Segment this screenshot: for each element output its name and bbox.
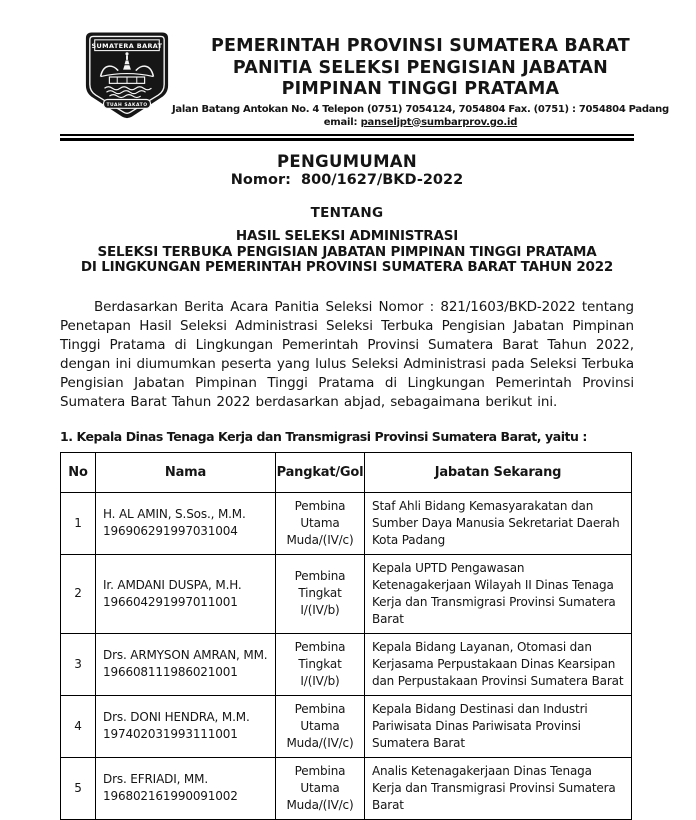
email-address-link[interactable]: panseljpt@sumbarprov.go.id — [360, 116, 518, 128]
candidate-name: Drs. DONI HENDRA, M.M. — [103, 710, 250, 724]
candidate-name: Drs. EFRIADI, MM. — [103, 772, 209, 786]
cell-rank: Pembina Utama Muda/(IV/c) — [276, 757, 365, 819]
col-header-jabatan: Jabatan Sekarang — [365, 452, 632, 492]
org-line-2: PANITIA SELEKSI PENGISIAN JABATAN — [232, 57, 608, 78]
table-row — [61, 695, 632, 757]
svg-text:SUMATERA BARAT: SUMATERA BARAT — [91, 42, 163, 51]
org-line-1: PEMERINTAH PROVINSI SUMATERA BARAT — [210, 36, 630, 56]
cell-rank: Pembina Tingkat I/(IV/b) — [276, 554, 365, 633]
table-row — [61, 492, 632, 554]
divider-thick-rule — [60, 138, 634, 142]
table-row — [61, 554, 632, 633]
opening-paragraph: Berdasarkan Berita Acara Panitia Seleksi Nomor : 821/1603/BKD-2022 tentang Penetapan Hasil Seleksi Administrasi Seleksi Terbuka Pengisian Jabatan Pimpinan Tinggi Pratama di Lingkungan Pemerintah Provinsi Sumatera Barat Tahun 2022, dengan ini diumumkan peserta yang lulus Seleksi Administrasi pada Seleksi Terbuka Pengisian Jabatan Pimpinan Tinggi Pratama di Lingkungan Pemerintah Provinsi Sumatera Barat Tahun 2022 berdasarkan abjad, sebagaimana berikut ini. — [60, 298, 634, 410]
document-number: Nomor: 800/1627/BKD-2022 — [230, 172, 464, 188]
sumatera-barat-seal-logo — [82, 30, 172, 128]
candidate-nip: 196906291997031004 — [103, 524, 238, 538]
cell-current-position: Kepala Bidang Destinasi dan Industri Pariwisata Dinas Pariwisata Provinsi Sumatera Barat — [365, 695, 632, 757]
org-line-3: PIMPINAN TINGGI PRATAMA — [281, 79, 560, 99]
letterhead-divider — [60, 134, 634, 142]
cell-name-nip — [96, 757, 276, 819]
subject-line-3: DI LINGKUNGAN PEMERINTAH PROVINSI SUMATERA BARAT TAHUN 2022 — [80, 259, 614, 275]
cell-number: 1 — [61, 492, 96, 554]
results-table-body — [61, 492, 632, 819]
candidate-name: Ir. AMDANI DUSPA, M.H. — [103, 577, 242, 592]
email-line — [172, 116, 669, 129]
col-header-pangkat: Pangkat/Gol — [276, 452, 365, 492]
candidate-nip: 196608111986021001 — [103, 665, 238, 679]
cell-name-nip — [96, 695, 276, 757]
table-row — [61, 757, 632, 819]
subject-line-2: SELEKSI TERBUKA PENGISIAN JABATAN PIMPINAN TINGGI PRATAMA — [97, 243, 597, 260]
cell-number: 3 — [61, 633, 96, 695]
table-header-row — [61, 452, 632, 492]
candidate-name: H. AL AMIN, S.Sos., M.M. — [103, 507, 246, 521]
title-block — [60, 152, 634, 276]
subject-block — [60, 229, 634, 276]
candidate-nip: 197402031993111001 — [103, 727, 238, 741]
results-table — [60, 452, 632, 820]
letterhead — [60, 0, 669, 129]
cell-current-position: Kepala Bidang Layanan, Otomasi dan Kerjasama Perpustakaan Dinas Kearsipan dan Perpustakaan Provinsi Sumatera Barat — [365, 633, 632, 695]
document-title: PENGUMUMAN — [277, 152, 417, 171]
logo-banner-label: TUAH SAKATO — [106, 102, 148, 108]
subject-line-1: HASIL SELEKSI ADMINISTRASI — [235, 228, 459, 244]
col-header-no: No — [61, 452, 96, 492]
candidate-nip: 196604291997011001 — [103, 594, 238, 609]
about-label: TENTANG — [310, 205, 384, 221]
letterhead-text — [172, 30, 669, 129]
cell-name-nip — [96, 633, 276, 695]
cell-rank: Pembina Utama Muda/(IV/c) — [276, 695, 365, 757]
address-line: Jalan Batang Antokan No. 4 Telepon (0751) 7054124, 7054804 Fax. (0751) : 7054804 Padang — [172, 103, 669, 115]
cell-rank: Pembina Tingkat I/(IV/b) — [276, 633, 365, 695]
col-header-nama: Nama — [96, 452, 276, 492]
table-row — [61, 633, 632, 695]
cell-current-position: Staf Ahli Bidang Kemasyarakatan dan Sumber Daya Manusia Sekretariat Daerah Kota Padang — [365, 492, 632, 554]
cell-name-nip — [96, 554, 276, 633]
candidate-nip: 196802161990091002 — [103, 789, 238, 803]
section-1-heading: 1. Kepala Dinas Tenaga Kerja dan Transmigrasi Provinsi Sumatera Barat, yaitu : — [60, 428, 587, 444]
candidate-name: Drs. ARMYSON AMRAN, MM. — [103, 648, 268, 662]
email-label: email: — [323, 116, 361, 128]
cell-number: 4 — [61, 695, 96, 757]
shield-crest-icon — [82, 30, 172, 124]
cell-current-position: Kepala UPTD Pengawasan Ketenagakerjaan Wilayah II Dinas Tenaga Kerja dan Transmigrasi Provinsi Sumatera Barat — [365, 554, 632, 633]
cell-current-position: Analis Ketenagakerjaan Dinas Tenaga Kerja dan Transmigrasi Provinsi Sumatera Barat — [365, 757, 632, 819]
cell-number: 5 — [61, 757, 96, 819]
cell-number: 2 — [61, 554, 96, 633]
cell-name-nip — [96, 492, 276, 554]
cell-rank: Pembina Utama Muda/(IV/c) — [276, 492, 365, 554]
